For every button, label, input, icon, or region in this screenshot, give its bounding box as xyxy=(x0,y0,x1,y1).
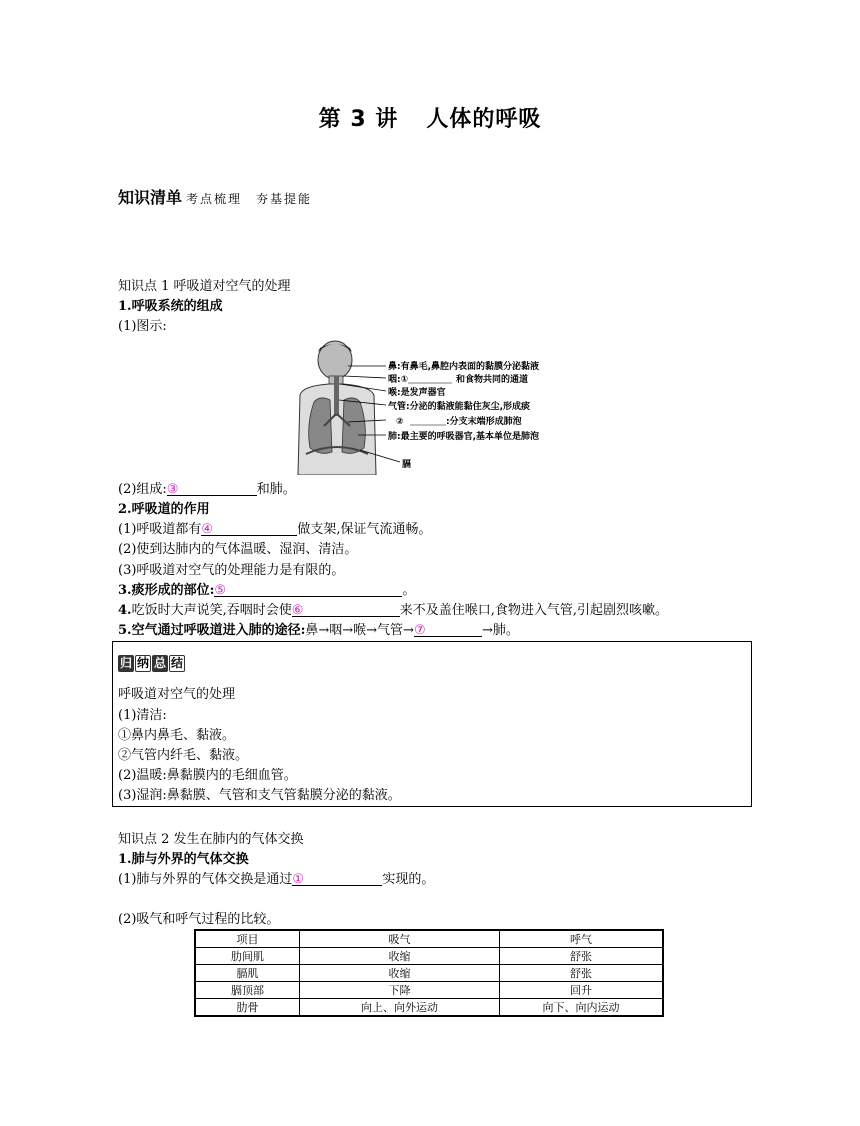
title-sub: 人体的呼吸 xyxy=(426,107,542,132)
answer-mark-7: ⑦ xyxy=(413,623,426,638)
answer-mark-1: ① xyxy=(292,872,305,887)
kp1-p2: (2)组成:③ 和肺。 xyxy=(118,482,296,497)
fig-label-bronchus-mark: ② xyxy=(396,417,404,427)
kp1-h4: 4.吃饭时大声说笑,吞咽时会使⑥ 来不及盖住喉口,食物进入气管,引起剧烈咳嗽。 xyxy=(118,603,668,618)
summary-tag: 归 纳 总 结 xyxy=(119,656,183,670)
kp1-title: 知识点 1 呼吸道对空气的处理 xyxy=(118,279,291,294)
answer-mark-4: ④ xyxy=(201,522,214,537)
summary-line: ①鼻内鼻毛、黏液。 xyxy=(118,728,236,743)
kp1-r1: (1)呼吸道都有④ 做支架,保证气流通畅。 xyxy=(118,522,432,537)
fig-label-nose: 鼻:有鼻毛,鼻腔内表面的黏膜分泌黏液 xyxy=(388,362,540,372)
section-tagline: 考点梳理 夯基提能 xyxy=(186,192,313,206)
answer-mark-5: ⑤ xyxy=(214,583,227,598)
table-row: 膈顶部 下降 回升 xyxy=(195,982,663,999)
title-main: 第 3 讲 xyxy=(318,107,399,132)
table-row: 肋间肌 收缩 舒张 xyxy=(195,948,663,965)
summary-line: (1)清洁: xyxy=(118,708,167,723)
kp2-h1: 1.肺与外界的气体交换 xyxy=(118,852,249,867)
kp2-p1: (1)肺与外界的气体交换是通过① 实现的。 xyxy=(118,872,435,887)
summary-line: ②气管内纤毛、黏液。 xyxy=(118,748,249,763)
fig-label-pharynx: 咽:① xyxy=(388,375,409,385)
respiratory-diagram xyxy=(290,340,580,475)
summary-title: 呼吸道对空气的处理 xyxy=(118,687,236,702)
kp1-h5: 5.空气通过呼吸道进入肺的途径:鼻→咽→喉→气管→⑦ →肺。 xyxy=(118,623,519,638)
table-header-row xyxy=(195,930,663,948)
summary-line: (3)湿润:鼻黏膜、气管和支气管黏膜分泌的黏液。 xyxy=(118,788,401,803)
kp1-r2: (2)使到达肺内的气体温暖、湿润、清洁。 xyxy=(118,542,358,557)
table-header: 项目 xyxy=(195,930,300,948)
kp1-h3: 3.痰形成的部位:⑤ 。 xyxy=(118,583,416,598)
fig-label-trachea: 气管:分泌的黏液能黏住灰尘,形成痰 xyxy=(388,402,531,412)
kp2-p2: (2)吸气和呼气过程的比较。 xyxy=(118,912,280,927)
kp2-title: 知识点 2 发生在肺内的气体交换 xyxy=(118,832,304,847)
table-row: 肋骨 向上、向外运动 向下、向内运动 xyxy=(195,999,663,1017)
kp1-p1: (1)图示: xyxy=(118,319,167,334)
section-heading-main: 知识清单 xyxy=(118,188,183,207)
page-title xyxy=(0,102,860,133)
fig-label-larynx: 喉:是发声器官 xyxy=(388,388,446,398)
respiratory-figure xyxy=(290,340,580,479)
kp1-h1: 1.呼吸系统的组成 xyxy=(118,299,223,314)
table-header: 吸气 xyxy=(300,930,500,948)
table-header: 呼气 xyxy=(500,930,664,948)
answer-mark-3: ③ xyxy=(166,482,179,497)
fig-label-lung: 肺:最主要的呼吸器官,基本单位是肺泡 xyxy=(388,432,540,442)
summary-line: (2)温暖:鼻黏膜内的毛细血管。 xyxy=(118,768,297,783)
fig-label-pharynx-tail: 和食物共同的通道 xyxy=(456,375,529,385)
table-row: 膈肌 收缩 舒张 xyxy=(195,965,663,982)
fig-label-diaphragm: 膈 xyxy=(402,460,412,470)
fig-label-bronchus: :分支末端形成肺泡 xyxy=(446,417,522,427)
kp1-h2: 2.呼吸道的作用 xyxy=(118,502,210,517)
kp1-r3: (3)呼吸道对空气的处理能力是有限的。 xyxy=(118,563,345,578)
section-heading xyxy=(118,185,312,208)
breathing-comparison-table xyxy=(194,929,664,1017)
answer-mark-6: ⑥ xyxy=(291,603,304,618)
